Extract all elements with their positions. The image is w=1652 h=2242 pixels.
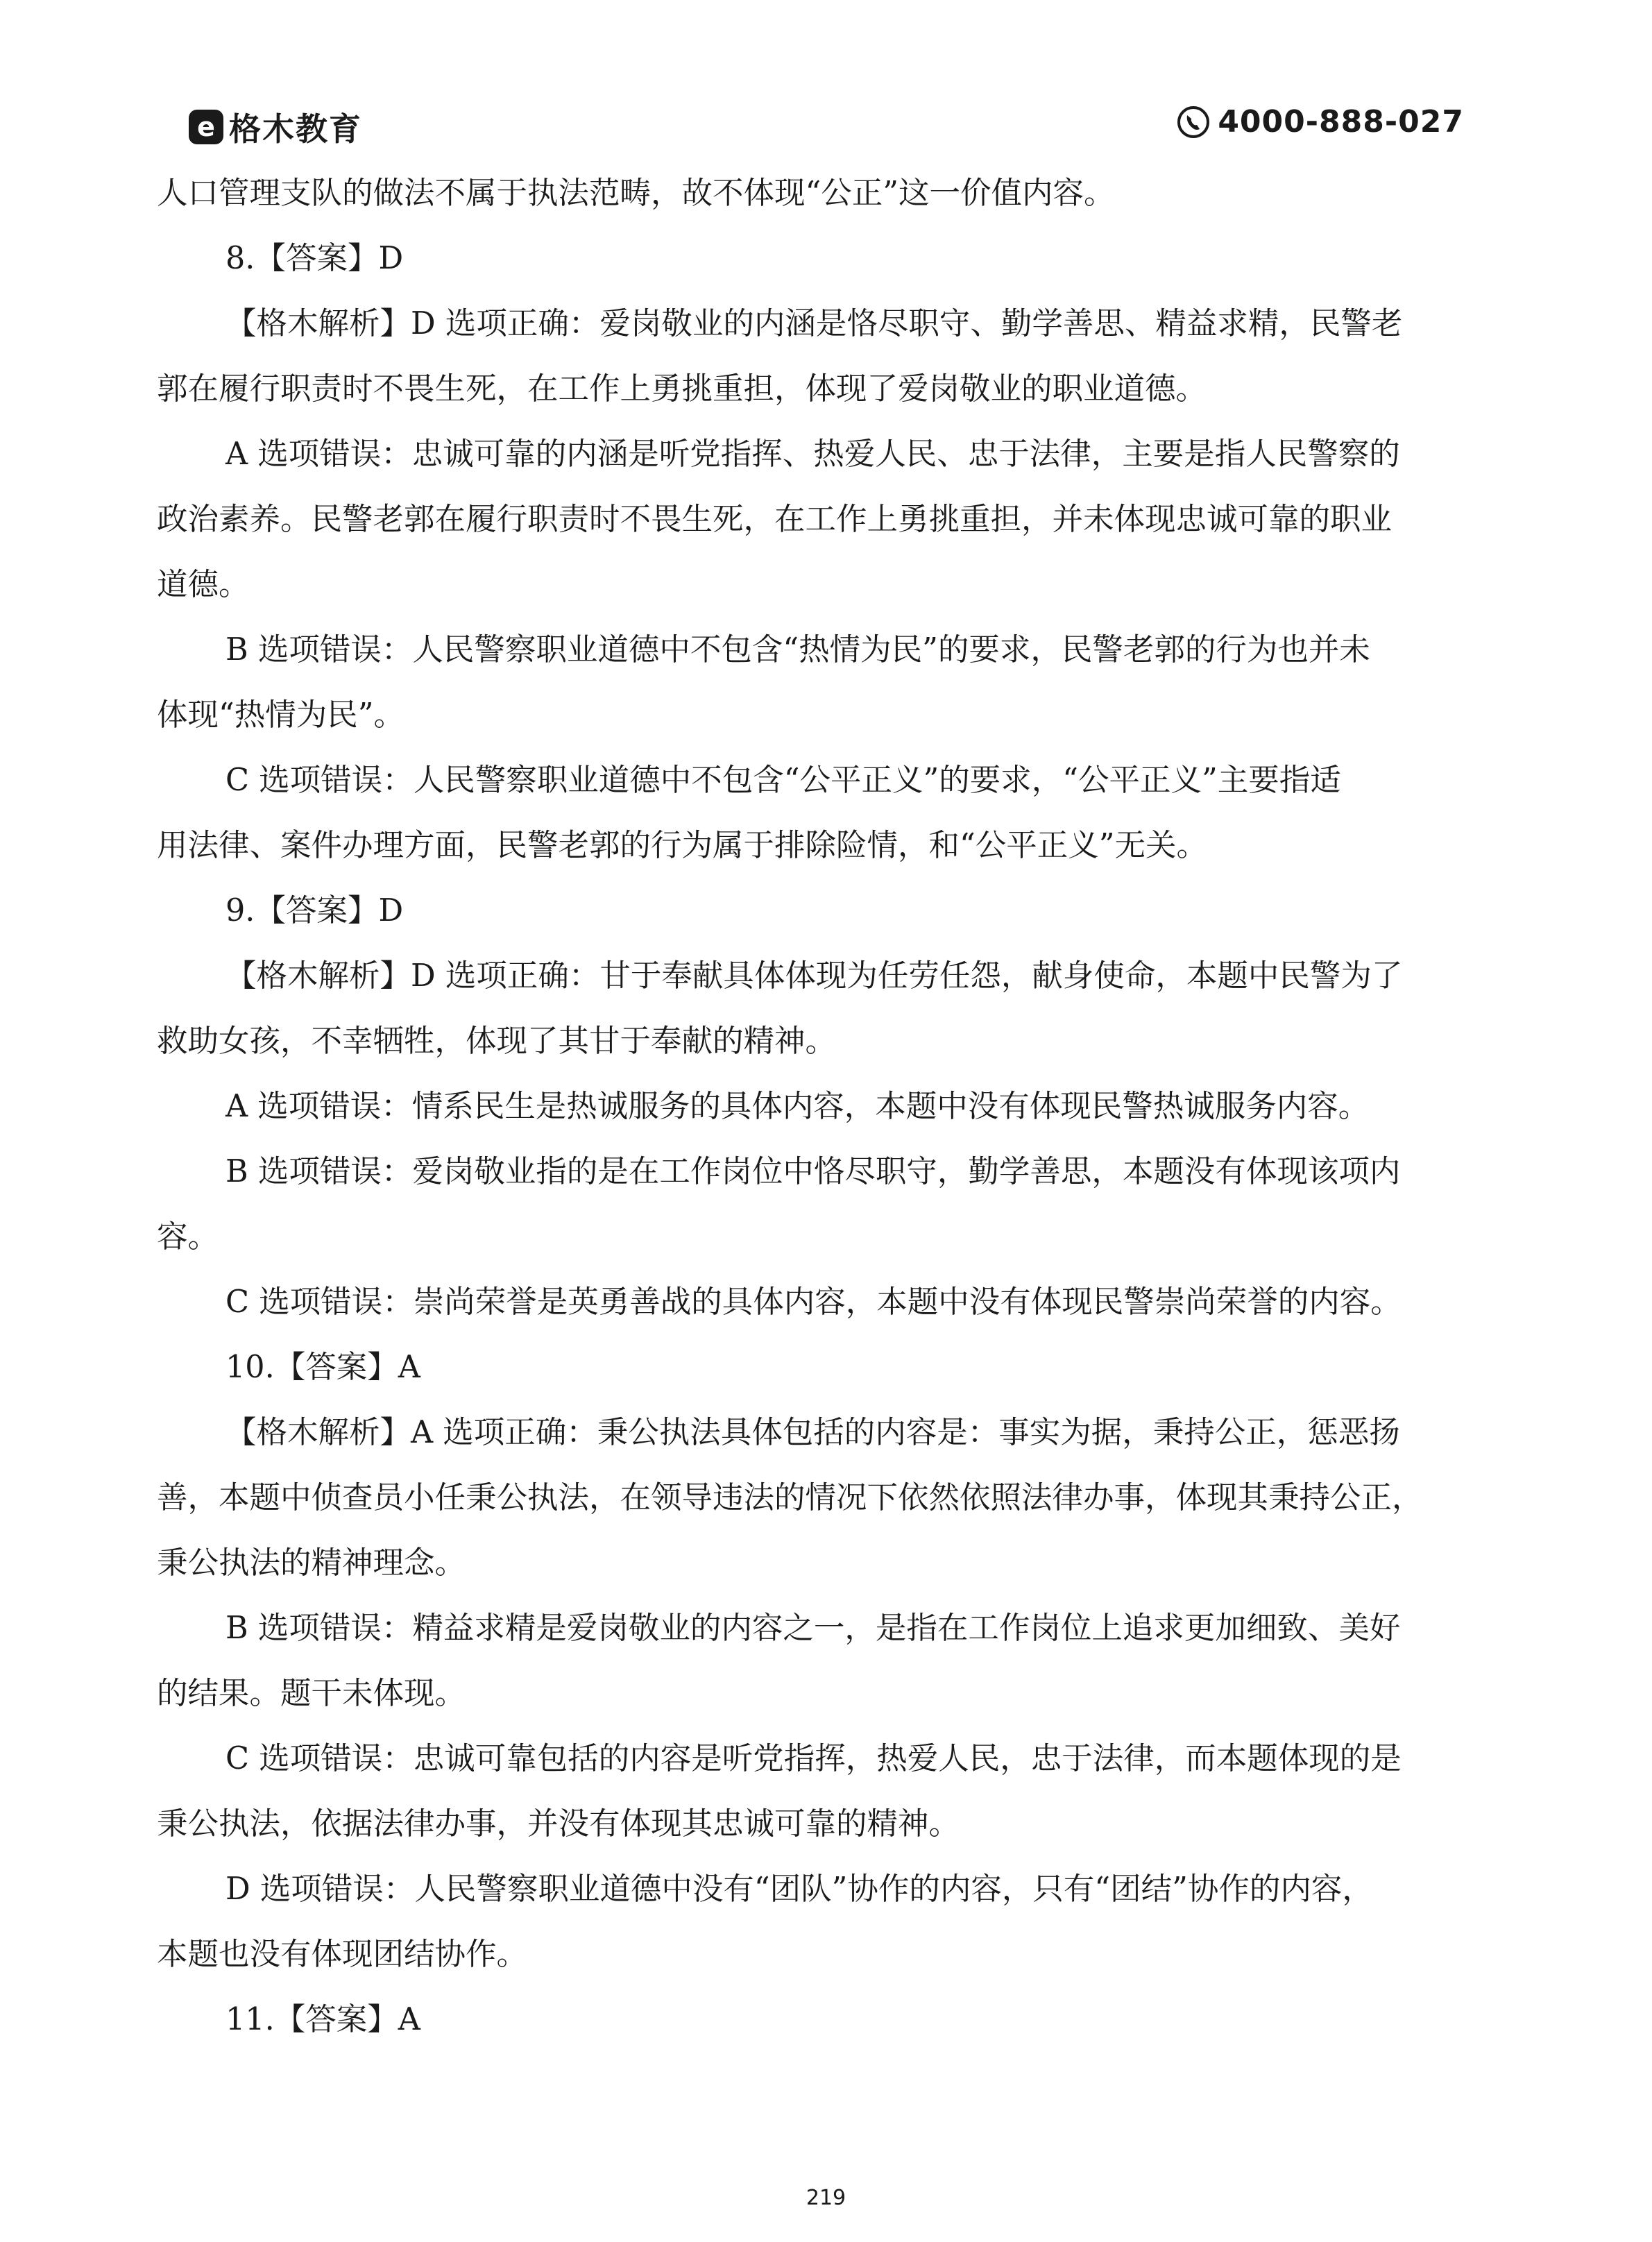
text-line: B 选项错误：爱岗敬业指的是在工作岗位中恪尽职守，勤学善思，本题没有体现该项内 [225,1154,1401,1189]
text-line: 政治素养。民警老郭在履行职责时不畏生死，在工作上勇挑重担，并未体现忠诚可靠的职业 [157,502,1393,537]
text-line: B 选项错误：精益求精是爱岗敬业的内容之一，是指在工作岗位上追求更加细致、美好 [225,1611,1401,1646]
phone-contact [1176,104,1464,139]
text-line: C 选项错误：忠诚可靠包括的内容是听党指挥，热爱人民，忠于法律，而本题体现的是 [225,1741,1402,1776]
answer-heading: 9.【答案】D [225,893,404,928]
text-line: 容。 [157,1219,219,1255]
answer-heading: 8.【答案】D [225,241,404,276]
text-line: 秉公执法的精神理念。 [157,1545,466,1581]
page-number: 219 [806,2186,846,2210]
text-line: C 选项错误：崇尚荣誉是英勇善战的具体内容，本题中没有体现民警崇尚荣誉的内容。 [225,1284,1402,1320]
document-body [157,161,1500,2053]
text-line: 【格木解析】A 选项正确：秉公执法具体包括的内容是：事实为据，秉持公正，惩恶扬 [225,1415,1400,1450]
text-line: 秉公执法，依据法律办事，并没有体现其忠诚可靠的精神。 [157,1806,960,1842]
text-line: 体现“热情为民”。 [157,697,405,733]
text-line: A 选项错误：情系民生是热诚服务的具体内容，本题中没有体现民警热诚服务内容。 [225,1089,1370,1124]
answer-heading: 10.【答案】A [225,1350,420,1385]
text-line: 用法律、案件办理方面，民警老郭的行为属于排除险情，和“公平正义”无关。 [157,828,1208,863]
text-line: 善，本题中侦查员小任秉公执法，在领导违法的情况下依然依照法律办事，体现其秉持公正， [157,1480,1423,1515]
text-line: D 选项错误：人民警察职业道德中没有“团队”协作的内容，只有“团结”协作的内容， [225,1871,1373,1907]
text-line: 人口管理支队的做法不属于执法范畴，故不体现“公正”这一价值内容。 [157,176,1115,211]
phone-icon [1176,105,1211,139]
brand-logo [189,104,362,150]
answer-heading: 11.【答案】A [225,2002,420,2037]
page-header [189,97,1464,153]
logo-icon: e [189,110,223,144]
text-line: 的结果。题干未体现。 [157,1676,466,1711]
text-line: C 选项错误：人民警察职业道德中不包含“公平正义”的要求，“公平正义”主要指适 [225,763,1341,798]
text-line: 救助女孩，不幸牺牲，体现了其甘于奉献的精神。 [157,1024,837,1059]
text-line: 本题也没有体现团结协作。 [157,1937,528,1972]
text-line: 道德。 [157,567,250,602]
logo-text: 格木教育 [229,110,362,148]
text-line: B 选项错误：人民警察职业道德中不包含“热情为民”的要求，民警老郭的行为也并未 [225,632,1370,668]
text-line: 【格木解析】D 选项正确：甘于奉献具体体现为任劳任怨，献身使命，本题中民警为了 [225,958,1403,994]
text-line: 【格木解析】D 选项正确：爱岗敬业的内涵是恪尽职守、勤学善思、精益求精，民警老 [225,306,1403,341]
text-line: 郭在履行职责时不畏生死，在工作上勇挑重担，体现了爱岗敬业的职业道德。 [157,371,1207,407]
phone-number: 4000-888-027 [1218,104,1464,139]
text-line: A 选项错误：忠诚可靠的内涵是听党指挥、热爱人民、忠于法律，主要是指人民警察的 [225,436,1400,472]
